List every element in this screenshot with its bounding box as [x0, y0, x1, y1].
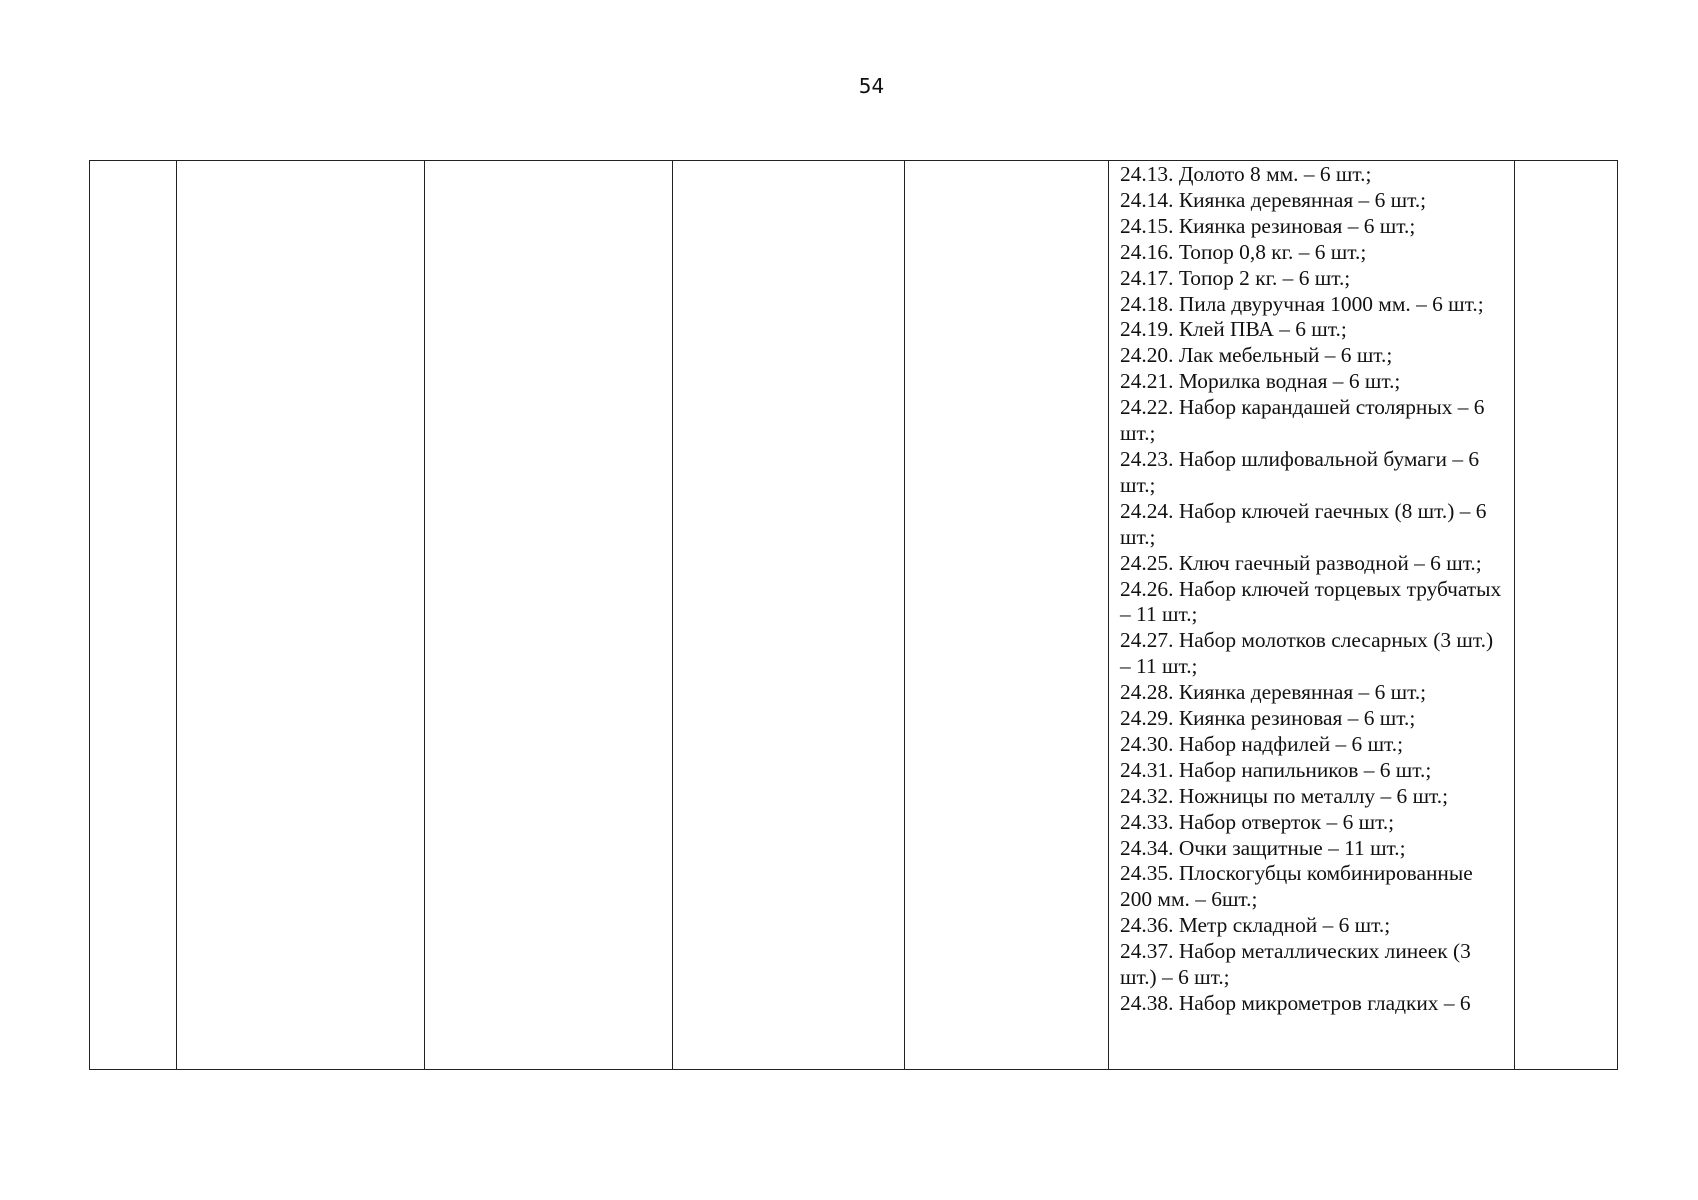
list-item: 24.25. Ключ гаечный разводной – 6 шт.; — [1120, 550, 1482, 575]
list-item: 24.16. Топор 0,8 кг. – 6 шт.; — [1120, 239, 1367, 264]
list-item: 24.28. Киянка деревянная – 6 шт.; — [1120, 680, 1427, 705]
table-cell-col-4 — [673, 161, 905, 1070]
list-item: 24.18. Пила двуручная 1000 мм. – 6 шт.; — [1120, 291, 1484, 316]
equipment-table — [89, 160, 1618, 1070]
table-row — [90, 161, 1618, 1070]
equipment-list-cell — [1109, 161, 1515, 1070]
page-number: 54 — [858, 74, 885, 98]
list-item: 24.14. Киянка деревянная – 6 шт.; — [1120, 187, 1427, 212]
list-item: 24.13. Долото 8 мм. – 6 шт.; — [1120, 162, 1372, 186]
table-cell-col-7 — [1515, 161, 1618, 1070]
list-item: 24.21. Морилка водная – 6 шт.; — [1120, 369, 1401, 394]
list-item: 24.27. Набор молотков слесарных (3 шт.) – 11 шт.; — [1120, 628, 1494, 679]
list-item: 24.19. Клей ПВА – 6 шт.; — [1120, 317, 1347, 342]
list-item: 24.34. Очки защитные – 11 шт.; — [1120, 835, 1406, 860]
list-item: 24.35. Плоскогубцы комбинированные 200 мм. – 6шт.; — [1120, 861, 1473, 912]
list-item: 24.17. Топор 2 кг. – 6 шт.; — [1120, 265, 1351, 290]
list-item: 24.37. Набор металлических линеек (3 шт.) – 6 шт.; — [1120, 939, 1471, 990]
list-item: 24.29. Киянка резиновая – 6 шт.; — [1120, 706, 1416, 731]
list-item: 24.24. Набор ключей гаечных (8 шт.) – 6 шт.; — [1120, 498, 1487, 549]
list-item: 24.30. Набор надфилей – 6 шт.; — [1120, 731, 1404, 756]
list-item: 24.23. Набор шлифовальной бумаги – 6 шт.; — [1120, 446, 1480, 497]
list-item: 24.20. Лак мебельный – 6 шт.; — [1120, 343, 1393, 368]
list-item: 24.26. Набор ключей торцевых трубчатых – 11 шт.; — [1120, 576, 1502, 627]
table-cell-col-5 — [905, 161, 1109, 1070]
list-item: 24.33. Набор отверток – 6 шт.; — [1120, 809, 1395, 834]
table-cell-col-2 — [177, 161, 425, 1070]
list-item: 24.32. Ножницы по металлу – 6 шт.; — [1120, 783, 1449, 808]
list-item: 24.15. Киянка резиновая – 6 шт.; — [1120, 213, 1416, 238]
table-cell-col-1 — [90, 161, 177, 1070]
list-item: 24.22. Набор карандашей столярных – 6 шт.; — [1120, 395, 1485, 446]
list-item: 24.31. Набор напильников – 6 шт.; — [1120, 757, 1432, 782]
list-item: 24.36. Метр складной – 6 шт.; — [1120, 913, 1391, 938]
table-cell-col-3 — [425, 161, 673, 1070]
list-item: 24.38. Набор микрометров гладких – 6 — [1120, 991, 1471, 1015]
